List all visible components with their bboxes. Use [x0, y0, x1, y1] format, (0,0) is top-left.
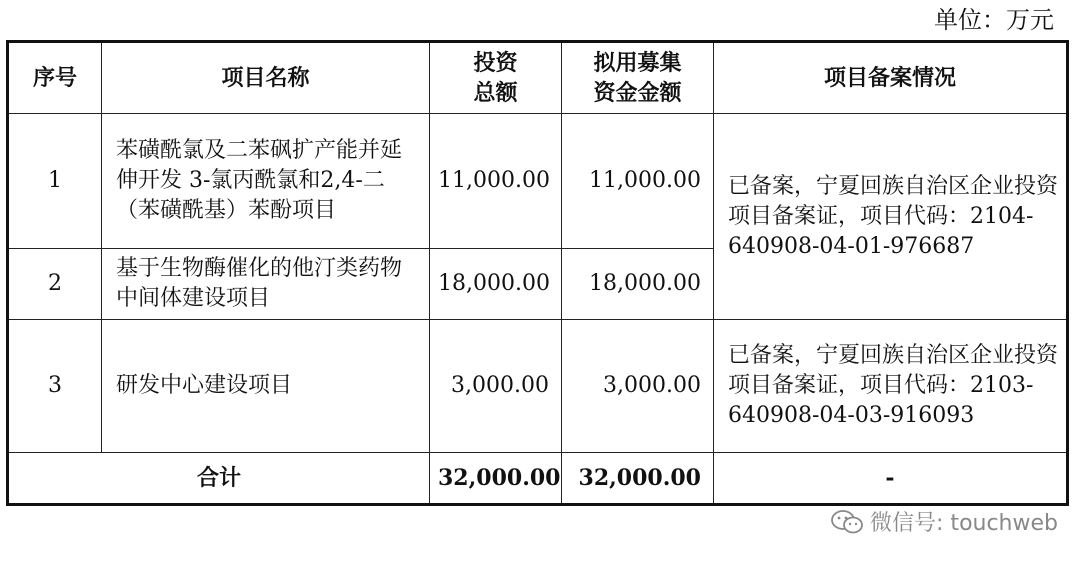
row-seq: 2	[8, 249, 102, 320]
row-name: 基于生物酶催化的他汀类药物中间体建设项目	[102, 249, 430, 320]
row-name: 研发中心建设项目	[102, 320, 430, 453]
header-name: 项目名称	[102, 42, 430, 114]
table-row	[8, 114, 1068, 249]
row-filing: 已备案，宁夏回族自治区企业投资项目备案证，项目代码：2103-640908-04-03-916093	[714, 320, 1068, 453]
watermark-text: 微信号: touchweb	[870, 511, 1058, 536]
row-invest: 3,000.00	[430, 320, 562, 453]
table-row	[8, 320, 1068, 453]
total-filing: -	[714, 453, 1068, 505]
project-table	[6, 40, 1069, 506]
wechat-icon	[830, 509, 864, 535]
header-raise: 拟用募集 资金金额	[562, 42, 714, 114]
total-row	[8, 453, 1068, 505]
row-raise: 3,000.00	[562, 320, 714, 453]
row-raise: 18,000.00	[562, 249, 714, 320]
row-invest: 11,000.00	[430, 114, 562, 249]
total-raise: 32,000.00	[562, 453, 714, 505]
row-seq: 1	[8, 114, 102, 249]
total-invest: 32,000.00	[430, 453, 562, 505]
row-name: 苯磺酰氯及二苯砜扩产能并延伸开发 3-氯丙酰氯和2,4-二（苯磺酰基）苯酚项目	[102, 114, 430, 249]
header-filing: 项目备案情况	[714, 42, 1068, 114]
row-filing: 已备案，宁夏回族自治区企业投资项目备案证，项目代码：2104-640908-04-01-976687	[714, 114, 1068, 320]
total-label: 合计	[8, 453, 430, 505]
row-seq: 3	[8, 320, 102, 453]
header-seq: 序号	[8, 42, 102, 114]
unit-label: 单位：万元	[934, 6, 1054, 34]
header-invest: 投资 总额	[430, 42, 562, 114]
row-invest: 18,000.00	[430, 249, 562, 320]
watermark	[830, 506, 1058, 537]
row-raise: 11,000.00	[562, 114, 714, 249]
header-row	[8, 42, 1068, 114]
